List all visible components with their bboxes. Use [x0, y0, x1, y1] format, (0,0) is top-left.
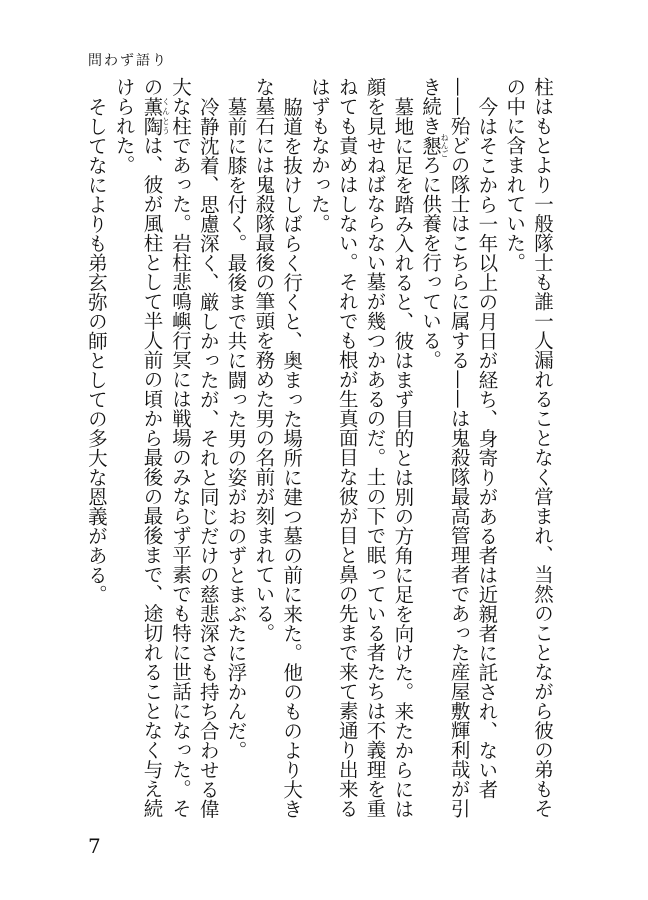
paragraph-7: そしてなによりも弟玄弥の師としての多大な恩義がある。 — [84, 96, 108, 604]
paragraph-2 — [416, 77, 500, 832]
furigana-base: 薫陶 — [140, 96, 164, 136]
paragraph-6-part-a: 冷静沈着、思慮深く、厳しかったが、それと同じだけの慈悲深さも持ち合わせる偉大な柱であった。岩柱悲鳴嶼行冥には戦場のみならず平素でも特に世話になった。その — [140, 77, 220, 818]
paragraph-6-part-b: は、彼が風柱として半人前の頃から最後の最後まで、途切れることなく与え続けられた。 — [112, 77, 164, 818]
furigana-nengo — [419, 133, 450, 158]
paragraph-1: 柱はもとより一般隊士も誰一人漏れることなく営まれ、当然のことながら彼の弟もその中に含まれていた。 — [503, 77, 554, 818]
running-head: 問わず語り — [88, 53, 168, 69]
furigana-kuntou — [140, 96, 171, 136]
paragraph-6 — [110, 77, 222, 832]
furigana-base: 懇 — [419, 133, 443, 158]
body-text — [84, 77, 556, 832]
page-number: 7 — [88, 834, 101, 858]
paragraph-3: 墓地に足を踏み入れると、彼はまず目的とは別の方角に足を向けた。来たからには顔を見せねばならない墓が幾つかあるのだ。土の下で眠っている者たちは不義理を重ねても責めはしない。それでも根が生真面目な彼が目と鼻の先まで来て素通り出来るはずもなかった。 — [307, 77, 415, 818]
paragraph-2-part-b: ろに供養を行っている。 — [419, 155, 443, 370]
paragraph-5: 墓前に膝を付く。最後まで共に闘った男の姿がおのずとまぶたに浮かんだ。 — [224, 96, 248, 760]
furigana-reading: くんとう — [161, 96, 171, 136]
furigana-reading: ねんご — [440, 133, 450, 158]
paragraph-4: 脇道を抜けしばらく行くと、奥まった場所に建つ墓の前に来た。他のものより大きな墓石には鬼殺隊最後の筆頭を務めた男の名前が刻まれている。 — [252, 77, 304, 818]
paragraph-2-part-a: 今はそこから一年以上の月日が経ち、身寄りがある者は近親者に託され、ない者——殆どの隊士はこちらに属する——は鬼殺隊最高管理者であった産屋敷輝利哉が引き続き — [419, 77, 499, 818]
